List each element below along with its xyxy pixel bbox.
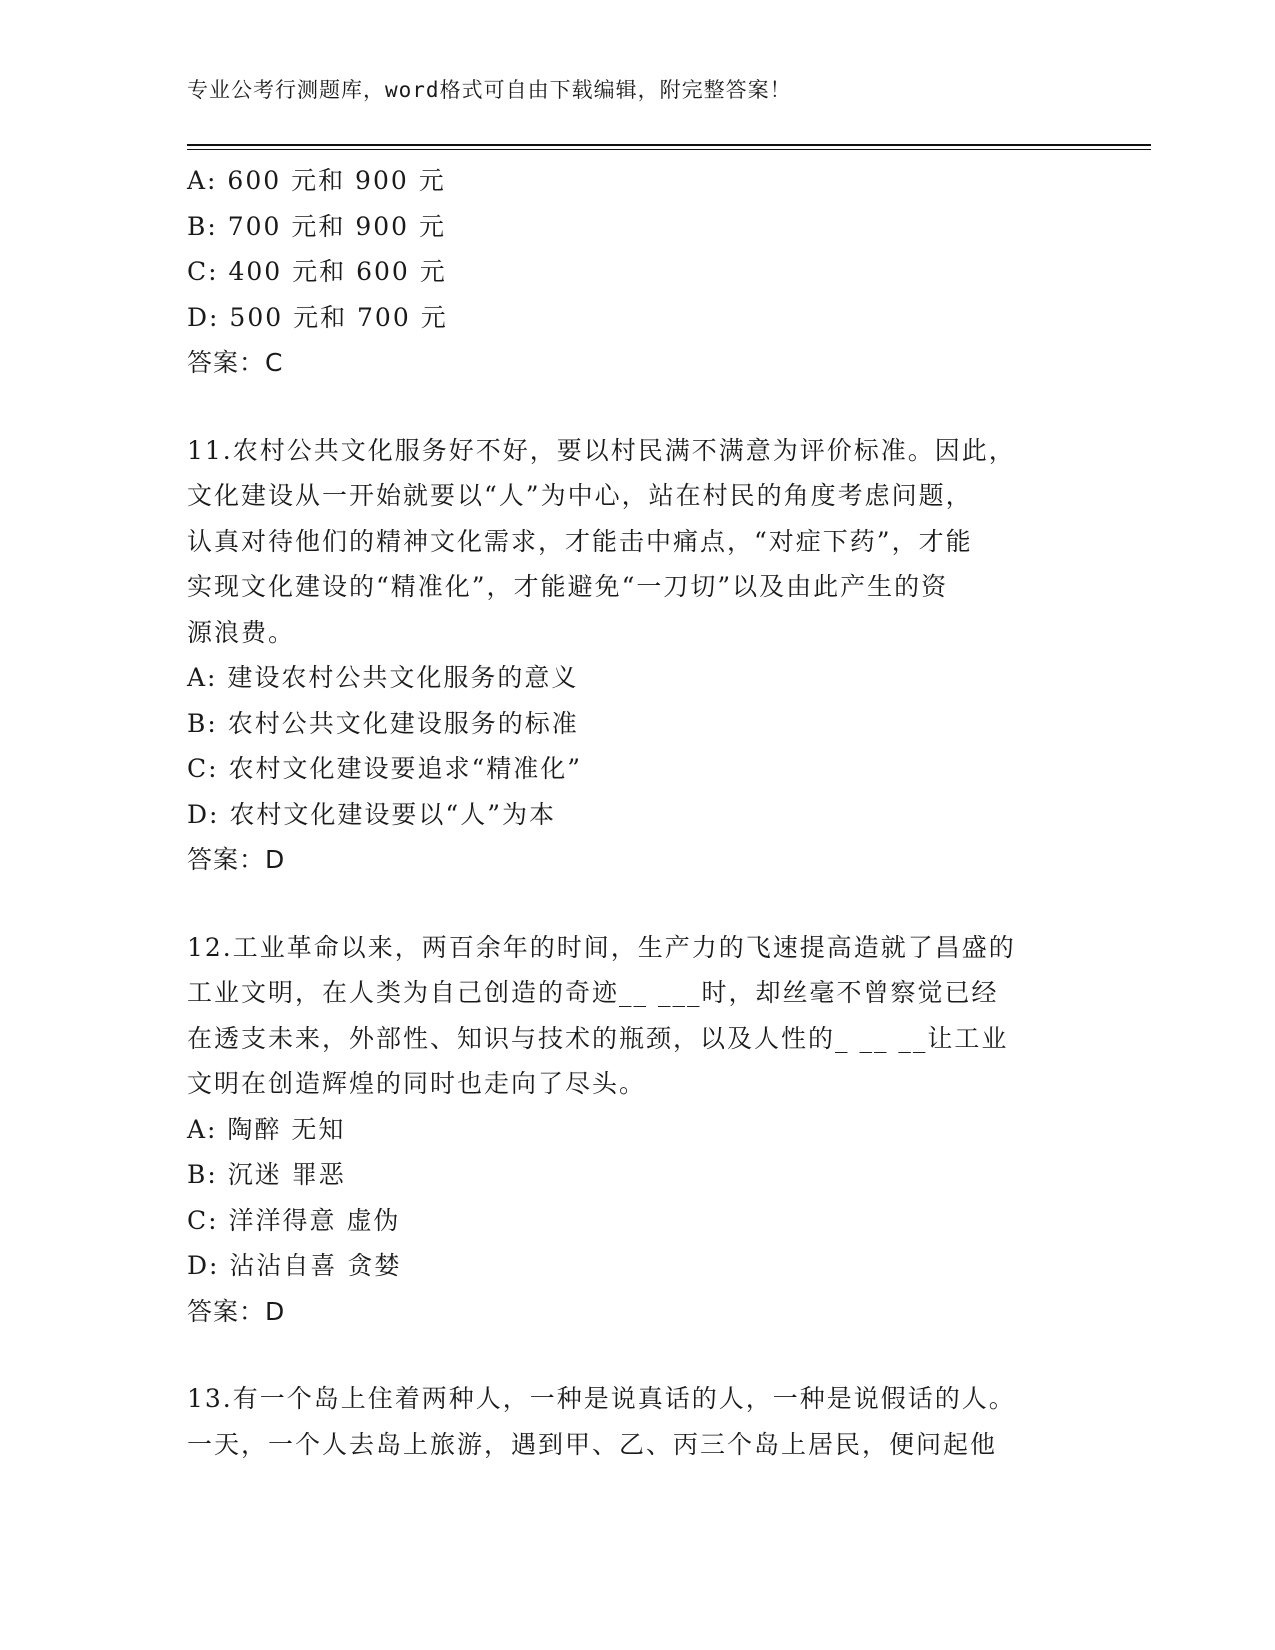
- page-header: 专业公考行测题库，word格式可自由下载编辑，附完整答案！: [187, 78, 792, 102]
- option-b: B: 沉迷 罪恶: [187, 1160, 346, 1189]
- question-10-tail: [187, 158, 1087, 386]
- question-text-line: 文化建设从一开始就要以“人”为中心，站在村民的角度考虑问题，: [187, 481, 973, 510]
- spacer: [187, 386, 1087, 428]
- answer: 答案：D: [187, 845, 286, 874]
- question-text-line: 一天，一个人去岛上旅游，遇到甲、乙、丙三个岛上居民，便问起他: [187, 1429, 998, 1459]
- option-a: A: 600 元和 900 元: [187, 166, 446, 195]
- question-text-line: 源浪费。: [187, 617, 296, 647]
- option-d: D: 农村文化建设要以“人”为本: [187, 799, 556, 829]
- option-d: D: 沾沾自喜 贪婪: [187, 1251, 402, 1280]
- question-13: [187, 1376, 1087, 1467]
- answer: 答案：D: [187, 1296, 286, 1326]
- question-text-line: 工业文明，在人类为自己创造的奇迹__ ___时，却丝毫不曾察觉已经: [187, 978, 999, 1007]
- question-text-line: 文明在创造辉煌的同时也走向了尽头。: [187, 1069, 647, 1098]
- question-text-line: 在透支未来，外部性、知识与技术的瓶颈，以及人性的_ __ __让工业: [187, 1023, 1009, 1053]
- question-12: [187, 925, 1087, 1335]
- answer: 答案：C: [187, 348, 284, 377]
- question-text-line: 实现文化建设的“精准化”，才能避免“一刀切”以及由此产生的资: [187, 572, 949, 601]
- question-text-line: 12.工业革命以来，两百余年的时间，生产力的飞速提高造就了昌盛的: [187, 932, 1016, 962]
- option-a: A: 建设农村公共文化服务的意义: [187, 663, 579, 692]
- document-body: [187, 158, 1087, 1467]
- question-text-line: 11.农村公共文化服务好不好，要以村民满不满意为评价标准。因此，: [187, 435, 1016, 465]
- question-11: [187, 428, 1087, 883]
- header-rule: [187, 144, 1151, 150]
- question-text-line: 认真对待他们的精神文化需求，才能击中痛点，“对症下药”，才能: [187, 526, 973, 556]
- option-d: D: 500 元和 700 元: [187, 302, 448, 332]
- option-c: C: 农村文化建设要追求“精准化”: [187, 754, 583, 783]
- option-c: C: 400 元和 600 元: [187, 257, 447, 286]
- option-a: A: 陶醉 无知: [187, 1114, 346, 1144]
- spacer: [187, 1334, 1087, 1376]
- option-b: B: 700 元和 900 元: [187, 211, 447, 241]
- option-c: C: 洋洋得意 虚伪: [187, 1205, 401, 1235]
- option-b: B: 农村公共文化建设服务的标准: [187, 708, 579, 738]
- question-text-line: 13.有一个岛上住着两种人，一种是说真话的人，一种是说假话的人。: [187, 1384, 1016, 1413]
- spacer: [187, 883, 1087, 925]
